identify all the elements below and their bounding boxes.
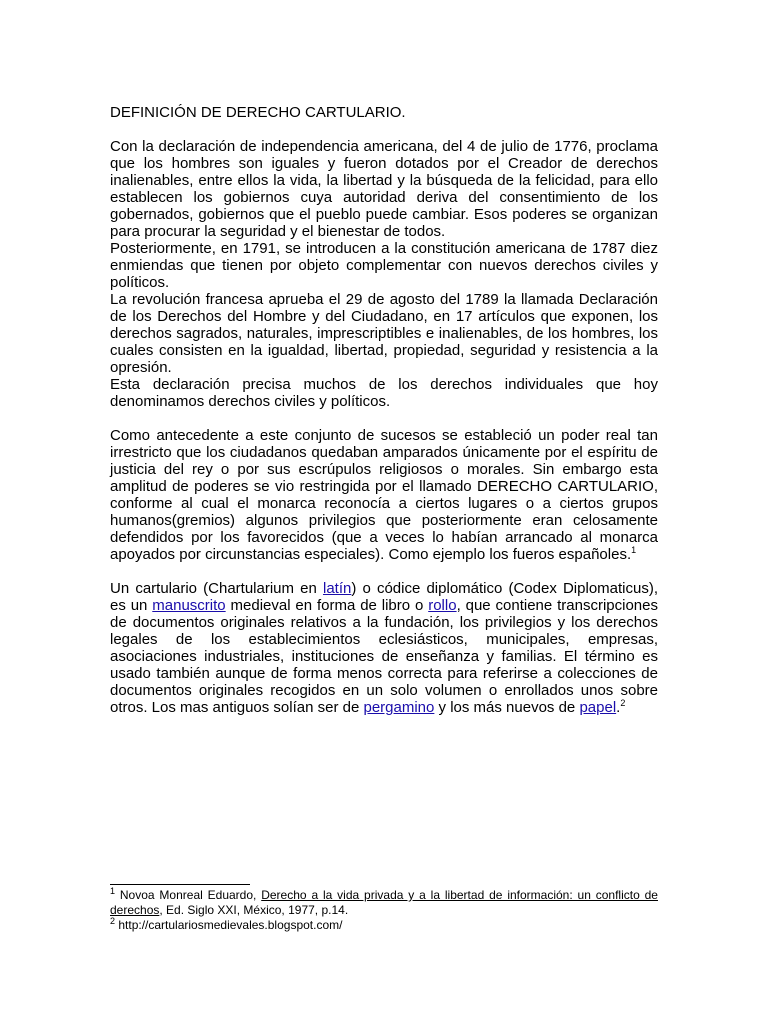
footnote-1-author: Novoa Monreal Eduardo,	[115, 888, 262, 902]
paragraph-4: Esta declaración precisa muchos de los derechos individuales que hoy denominamos derechos civiles y políticos.	[110, 376, 658, 410]
paragraph-6-text: ) o códice diplomático (Codex Diplomaticus), es un	[110, 580, 658, 614]
paragraph-6-text: y los más nuevos de	[434, 699, 580, 716]
paragraph-6-text: .	[616, 699, 621, 716]
footnote-1-work-title: Derecho a la vida privada y a la libertad de información: un conflicto de derechos	[110, 888, 658, 917]
paragraph-2: Posteriormente, en 1791, se introducen a la constitución americana de 1787 diez enmiendas que tienen por objeto complementar con nuevos derechos civiles y políticos.	[110, 240, 658, 291]
link-pergamino[interactable]: pergamino	[363, 699, 435, 716]
link-papel[interactable]: papel	[579, 699, 617, 716]
footnote-separator	[110, 884, 250, 885]
footnote-2-url[interactable]: http://cartulariosmedievales.blogspot.com/	[115, 918, 343, 932]
paragraph-6-text: medieval en forma de libro o	[225, 597, 429, 614]
footnote-1-mark: 1	[110, 886, 116, 896]
footnote-2-mark: 2	[110, 916, 116, 926]
paragraph-5-text: Como antecedente a este conjunto de sucesos se estableció un poder real tan irrestricto que los ciudadanos quedaban amparados únicamente por el espíritu de justicia del rey o por sus escrúpulos religiosos o morales. Sin embargo esta amplitud de poderes se vio restringida por el llamado DERECHO CARTULARIO, conforme al cual el monarca reconocía a ciertos lugares o a ciertos grupos humanos(gremios) algunos privilegios que posteriormente eran celosamente defendidos por los favorecidos (que a veces lo habían arrancado al monarca apoyados por circunstancias especiales). Como ejemplo los fueros españoles.	[110, 427, 658, 563]
link-manuscrito[interactable]: manuscrito	[152, 597, 226, 614]
document-title: DEFINICIÓN DE DERECHO CARTULARIO.	[110, 104, 406, 121]
footnotes	[110, 884, 658, 933]
link-latin[interactable]: latín	[322, 580, 352, 597]
document-body	[110, 104, 658, 716]
footnote-ref-2[interactable]: 2	[620, 698, 626, 708]
footnote-1	[110, 888, 658, 918]
footnote-2	[110, 918, 658, 933]
paragraph-6-text: Un cartulario (Chartularium en	[110, 580, 323, 597]
paragraph-5	[110, 427, 658, 563]
footnote-1-details: , Ed. Siglo XXI, México, 1977, p.14.	[159, 903, 349, 917]
paragraph-spacer	[110, 410, 658, 427]
paragraph-6-text: , que contiene transcripciones de documentos originales relativos a la fundación, los privilegios y los derechos legales de los establecimientos eclesiásticos, municipales, empresas, asociaciones industriales, instituciones de enseñanza y familias. El término es usado también aunque de forma menos correcta para referirse a colecciones de documentos originales recogidos en un solo volumen o enrollados unos sobre otros. Los mas antiguos solían ser de	[110, 597, 658, 716]
paragraph-spacer	[110, 563, 658, 580]
footnote-ref-1[interactable]: 1	[631, 545, 637, 555]
link-rollo[interactable]: rollo	[428, 597, 457, 614]
paragraph-6	[110, 580, 658, 716]
paragraph-3: La revolución francesa aprueba el 29 de agosto del 1789 la llamada Declaración de los Derechos del Hombre y del Ciudadano, en 17 artículos que exponen, los derechos sagrados, naturales, imprescriptibles e inalienables, de los hombres, los cuales consisten en la igualdad, libertad, propiedad, seguridad y resistencia a la opresión.	[110, 291, 658, 376]
paragraph-1: Con la declaración de independencia americana, del 4 de julio de 1776, proclama que los hombres son iguales y fueron dotados por el Creador de derechos inalienables, entre ellos la vida, la libertad y la búsqueda de la felicidad, para ello establecen los gobiernos cuya autoridad deriva del consentimiento de los gobernados, gobiernos que el pueblo puede cambiar. Esos poderes se organizan para procurar la seguridad y el bienestar de todos.	[110, 138, 658, 240]
